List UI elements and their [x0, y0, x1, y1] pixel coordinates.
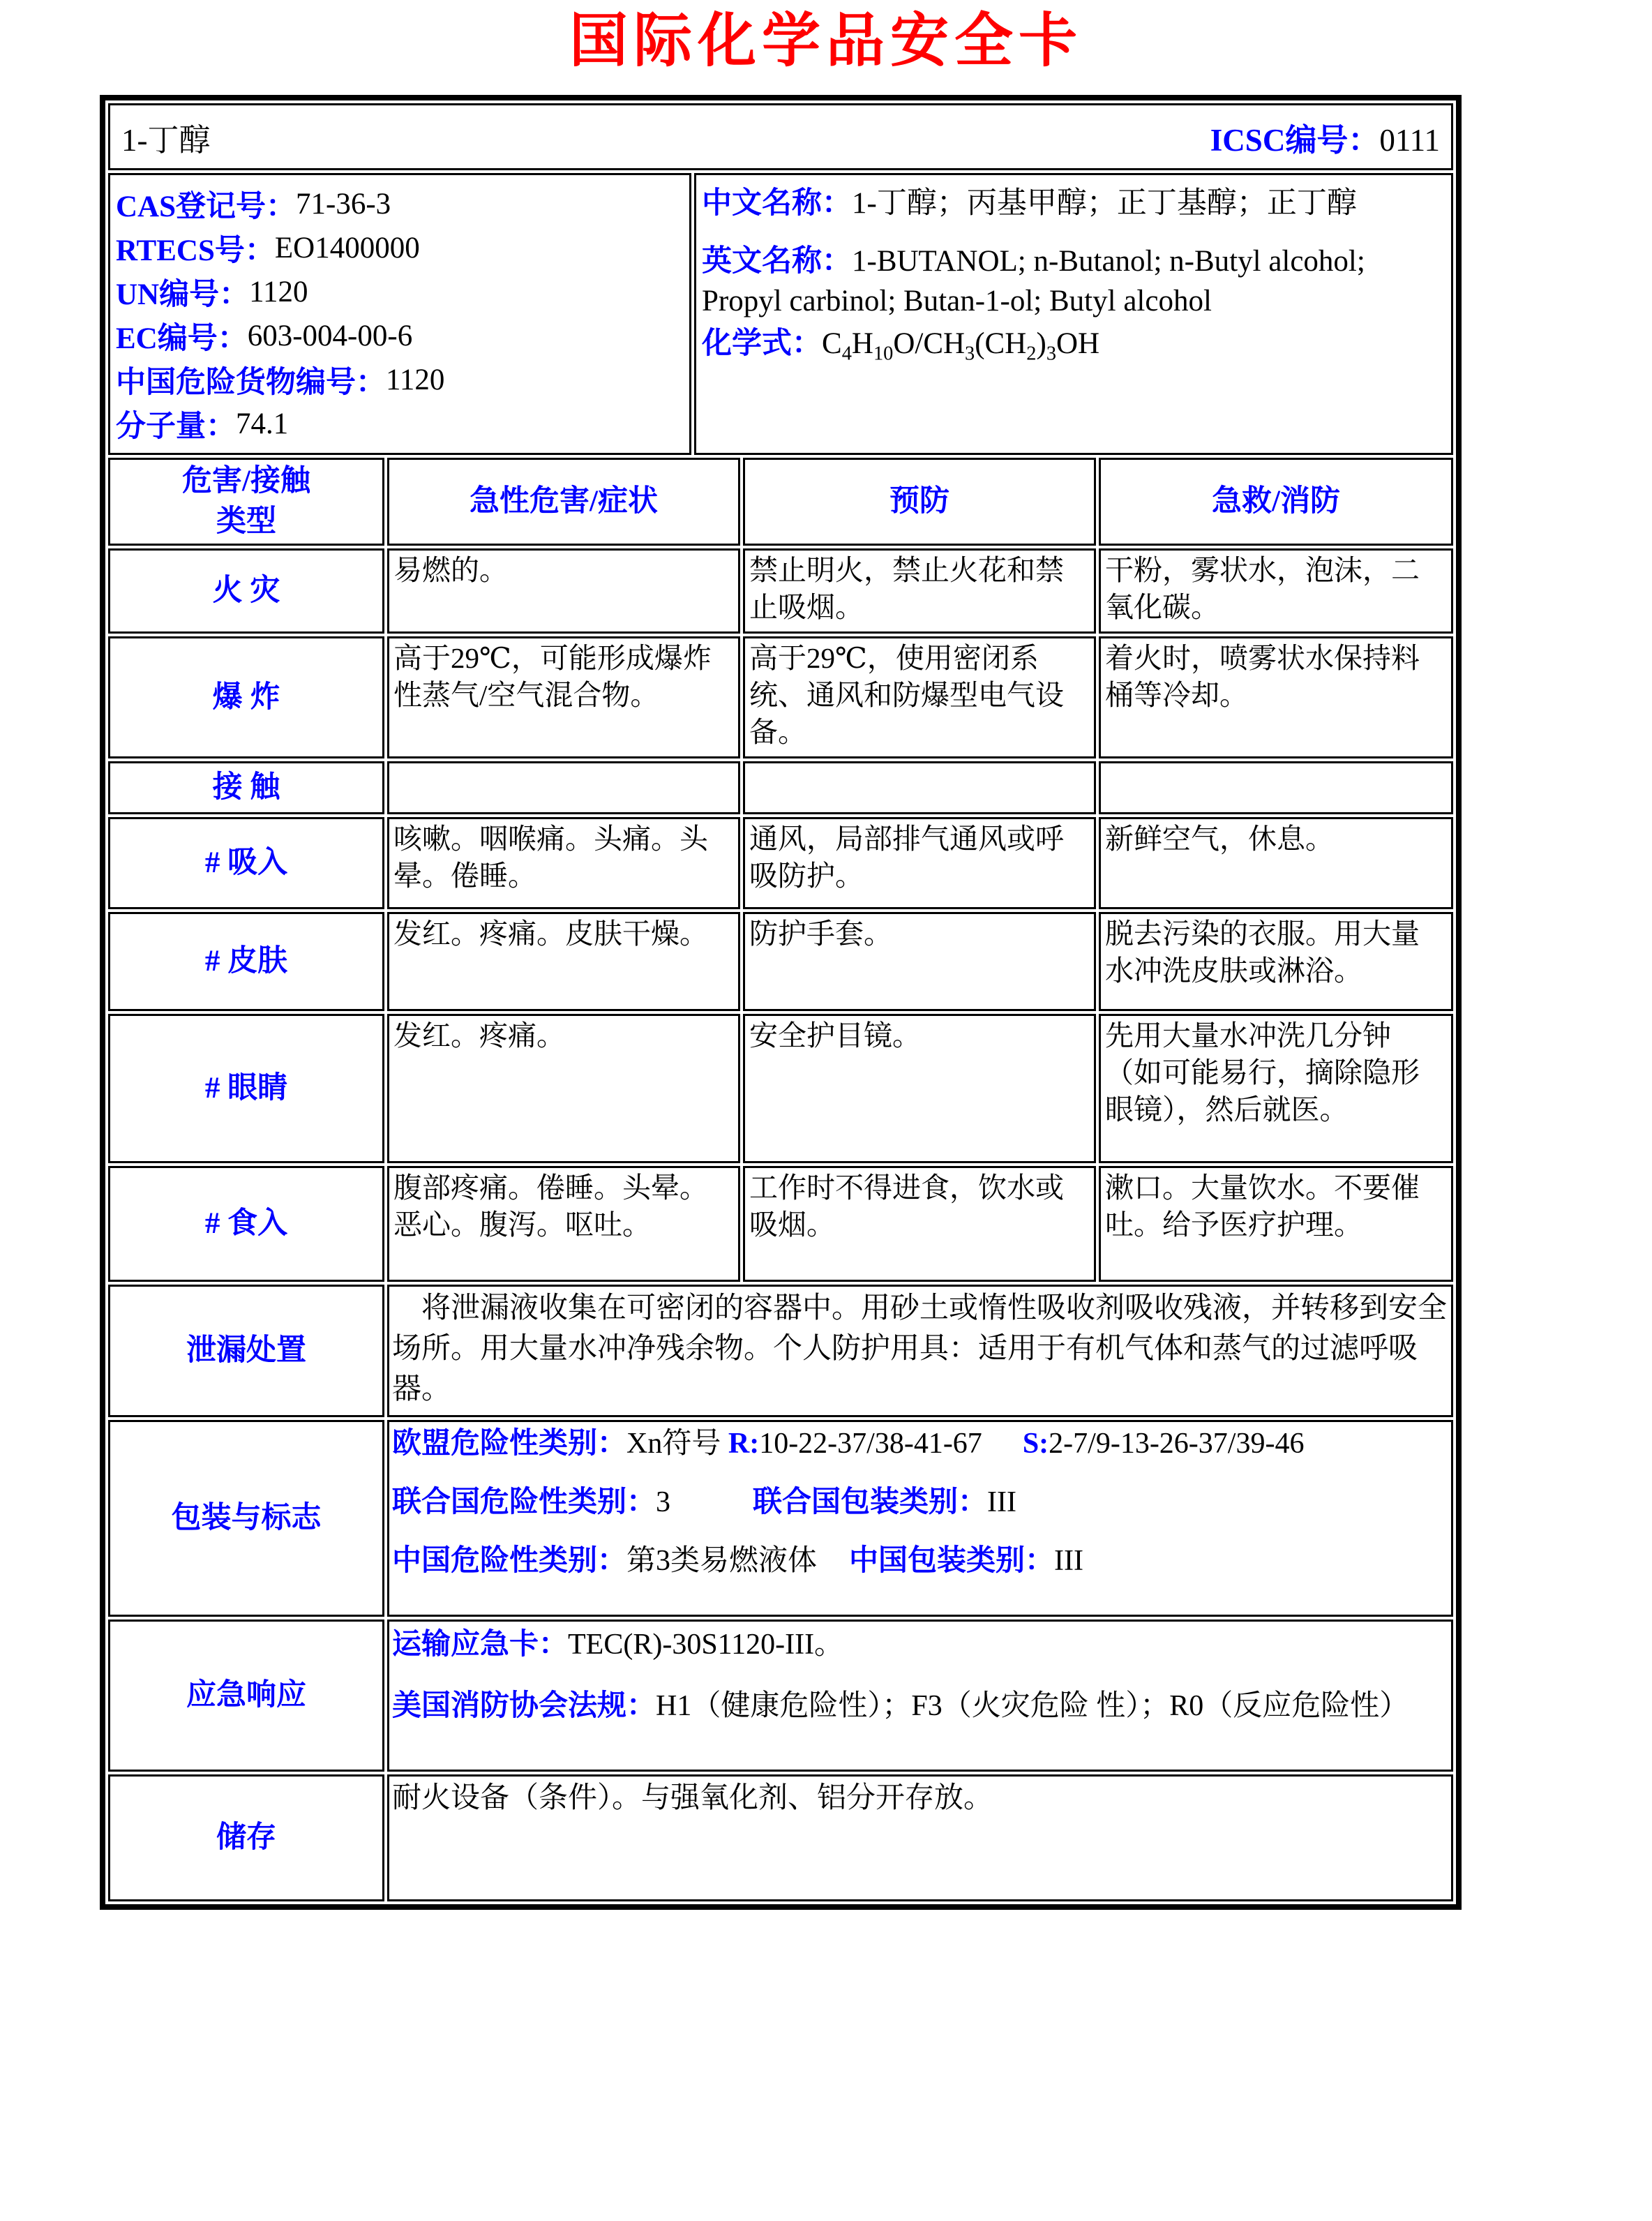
- eyes-hazards-cell: 发红。疼痛。: [387, 1014, 740, 1163]
- skin-type-label: # 皮肤: [108, 912, 384, 1011]
- icsc-number-group: [1210, 114, 1440, 160]
- cn-hazard-class-label: 中国危险性类别：: [392, 1545, 627, 1578]
- hazard-row-contact: [108, 761, 1453, 814]
- inhalation-type-label: # 吸入: [108, 817, 384, 909]
- spill-section: [108, 1285, 1453, 1417]
- spill-text: 将泄漏液收集在可密闭的容器中。用砂土或惰性吸收剂吸收残液，并转移到安全场所。用大量水冲净残余物。个人防护用具：适用于有机气体和蒸气的过滤呼吸器。: [387, 1285, 1453, 1417]
- chinese-name-label: 中文名称：: [702, 187, 852, 220]
- hazard-row-ingestion: [108, 1166, 1453, 1282]
- emergency-content: [387, 1620, 1453, 1772]
- card-header-section: [108, 103, 1453, 170]
- rtecs-number-line: [116, 226, 686, 270]
- un-number-line: [116, 270, 686, 314]
- un-hazard-class-label: 联合国危险性类别：: [392, 1486, 656, 1519]
- emergency-label: 应急响应: [108, 1620, 384, 1772]
- china-dg-value: 1120: [386, 364, 445, 397]
- china-dg-label: 中国危险货物编号：: [116, 366, 386, 400]
- tec-line: [392, 1623, 1447, 1666]
- card-header-row: [108, 103, 1453, 170]
- explosion-hazards-cell: 高于29℃，可能形成爆炸性蒸气/空气混合物。: [387, 636, 740, 758]
- hazard-row-explosion: [108, 636, 1453, 758]
- s-phrases-value: 2-7/9-13-26-37/39-46: [1049, 1428, 1305, 1460]
- hazard-row-inhalation: [108, 817, 1453, 909]
- molecular-weight-value: 74.1: [236, 407, 289, 441]
- header-firstaid-col: 急救/消防: [1099, 458, 1453, 546]
- un-label: UN编号：: [116, 278, 250, 312]
- cas-label: CAS登记号：: [116, 190, 296, 224]
- fire-type-label: 火 灾: [108, 548, 384, 634]
- header-type-col: [108, 458, 384, 546]
- substance-names-box: [694, 173, 1453, 455]
- fire-prevention-cell: 禁止明火，禁止火花和禁止吸烟。: [743, 548, 1096, 634]
- contact-prevention-cell: [743, 761, 1096, 814]
- ec-value: 603-004-00-6: [247, 320, 413, 353]
- registry-numbers-box: [108, 173, 691, 455]
- packaging-section: [108, 1420, 1453, 1617]
- nfpa-value: H1（健康危险性）；F3（火灾危险 性）；R0（反应危险性）: [656, 1690, 1409, 1723]
- icsc-label: ICSC编号：: [1210, 122, 1380, 158]
- inhalation-hazards-cell: 咳嗽。咽喉痛。头痛。头晕。倦睡。: [387, 817, 740, 909]
- fire-hazards-cell: 易燃的。: [387, 548, 740, 634]
- skin-hazards-cell: 发红。疼痛。皮肤干燥。: [387, 912, 740, 1011]
- rtecs-value: EO1400000: [274, 232, 420, 265]
- english-name-value: 1-BUTANOL; n-Butanol; n-Butyl alcohol; Propyl carbinol; Butan-1-ol; Butyl alcohol: [702, 245, 1365, 318]
- icsc-number: 0111: [1379, 122, 1440, 158]
- inhalation-firstaid-cell: 新鲜空气，休息。: [1099, 817, 1453, 909]
- cn-pack-group-label: 中国包装类别：: [849, 1545, 1055, 1578]
- cas-value: 71-36-3: [296, 188, 391, 221]
- un-class-line: [392, 1482, 1447, 1523]
- molecular-weight-line: [116, 402, 686, 446]
- inhalation-prevention-cell: 通风，局部排气通风或呼吸防护。: [743, 817, 1096, 909]
- skin-firstaid-cell: 脱去污染的衣服。用大量水冲洗皮肤或淋浴。: [1099, 912, 1453, 1011]
- nfpa-line: [392, 1684, 1447, 1728]
- identification-section: [108, 173, 1453, 455]
- chinese-name-value: 1-丁醇；丙基甲醇；正丁基醇；正丁醇: [852, 187, 1357, 220]
- cn-class-line: [392, 1541, 1447, 1581]
- rtecs-label: RTECS号：: [116, 234, 275, 268]
- substance-name: 1-丁醇: [121, 122, 211, 158]
- ec-label: EC编号：: [116, 322, 248, 356]
- un-value: 1120: [249, 276, 308, 309]
- eu-class-label: 欧盟危险性类别：: [392, 1428, 627, 1460]
- cas-number-line: [116, 182, 686, 226]
- molecular-weight-label: 分子量：: [116, 410, 236, 444]
- ingestion-type-label: # 食入: [108, 1166, 384, 1282]
- cn-pack-group-value: III: [1054, 1545, 1084, 1578]
- ingestion-firstaid-cell: 漱口。大量饮水。不要催吐。给予医疗护理。: [1099, 1166, 1453, 1282]
- un-hazard-class-value: 3: [656, 1486, 671, 1519]
- hazard-row-skin: [108, 912, 1453, 1011]
- storage-label: 储存: [108, 1774, 384, 1901]
- header-symptoms-col: 急性危害/症状: [387, 458, 740, 546]
- english-name-line: [702, 241, 1444, 321]
- hazard-row-fire: [108, 548, 1453, 634]
- china-dg-number-line: [116, 358, 686, 402]
- tec-value: TEC(R)-30S1120-III。: [568, 1629, 844, 1661]
- r-phrases-label: R:: [728, 1428, 760, 1460]
- page-title: 国际化学品安全卡: [569, 9, 1083, 74]
- header-prevention-col: 预防: [743, 458, 1096, 546]
- packaging-label: 包装与标志: [108, 1420, 384, 1617]
- ingestion-prevention-cell: 工作时不得进食，饮水或吸烟。: [743, 1166, 1096, 1282]
- eyes-firstaid-cell: 先用大量水冲洗几分钟（如可能易行，摘除隐形眼镜），然后就医。: [1099, 1014, 1453, 1163]
- hazard-table-header: [108, 458, 1453, 546]
- contact-firstaid-cell: [1099, 761, 1453, 814]
- eu-symbol: Xn符号: [626, 1428, 728, 1460]
- explosion-prevention-cell: 高于29℃，使用密闭系统、通风和防爆型电气设备。: [743, 636, 1096, 758]
- chinese-name-line: [702, 184, 1444, 223]
- storage-section: [108, 1774, 1453, 1901]
- english-name-label: 英文名称：: [702, 245, 852, 278]
- contact-type-label: 接 触: [108, 761, 384, 814]
- eyes-type-label: # 眼睛: [108, 1014, 384, 1163]
- eyes-prevention-cell: 安全护目镜。: [743, 1014, 1096, 1163]
- cn-hazard-class-value: 第3类易燃液体: [626, 1545, 818, 1578]
- fire-firstaid-cell: 干粉，雾状水，泡沫，二氧化碳。: [1099, 548, 1453, 634]
- formula-value: $C_4H_{10}O/CH_3(CH_2)_3OH$: [822, 327, 1100, 365]
- un-pack-group-value: III: [987, 1486, 1016, 1519]
- hazard-row-eyes: [108, 1014, 1453, 1163]
- safety-card: [100, 95, 1462, 1910]
- header-type-line2: 类型: [216, 505, 276, 539]
- s-phrases-label: S:: [1022, 1428, 1049, 1460]
- header-type-line1: 危害/接触: [182, 465, 310, 498]
- skin-prevention-cell: 防护手套。: [743, 912, 1096, 1011]
- formula-label: 化学式：: [702, 327, 822, 361]
- emergency-section: [108, 1620, 1453, 1772]
- un-pack-group-label: 联合国包装类别：: [753, 1486, 988, 1519]
- contact-hazards-cell: [387, 761, 740, 814]
- nfpa-label: 美国消防协会法规：: [392, 1690, 656, 1723]
- tec-label: 运输应急卡：: [392, 1629, 569, 1661]
- explosion-firstaid-cell: 着火时，喷雾状水保持料桶等冷却。: [1099, 636, 1453, 758]
- spill-label: 泄漏处置: [108, 1285, 384, 1417]
- ingestion-hazards-cell: 腹部疼痛。倦睡。头晕。恶心。腹泻。呕吐。: [387, 1166, 740, 1282]
- storage-text: 耐火设备（条件）。与强氧化剂、铝分开存放。: [387, 1774, 1453, 1901]
- ec-number-line: [116, 314, 686, 358]
- formula-line: [702, 324, 1444, 364]
- packaging-content: [387, 1420, 1453, 1617]
- r-phrases-value: 10-22-37/38-41-67: [759, 1428, 982, 1460]
- explosion-type-label: 爆 炸: [108, 636, 384, 758]
- eu-class-line: [392, 1423, 1447, 1464]
